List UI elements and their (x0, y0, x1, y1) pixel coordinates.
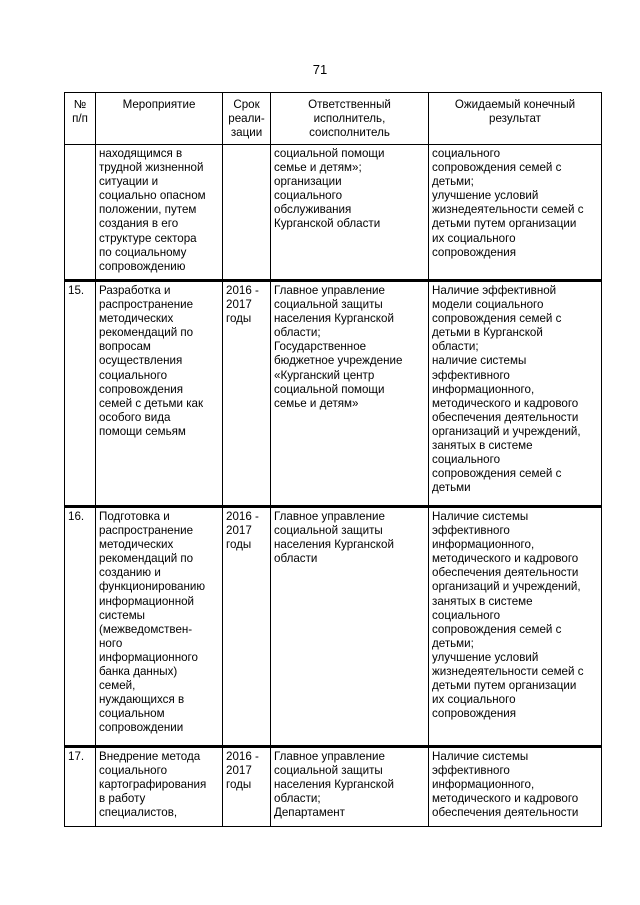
text-line: Государственное (274, 340, 367, 354)
text-line: годы (226, 778, 252, 792)
text-line: улучшение условий (432, 650, 539, 664)
text-line: созданию и (99, 566, 161, 580)
text-line: обеспечения деятельности (432, 410, 579, 424)
text-line: создания в его (99, 217, 179, 231)
text-line: жизнедеятельности семей с (432, 203, 584, 217)
text-line: социальной помощи (274, 147, 385, 160)
text-line: социальной защиты (274, 524, 383, 538)
text-line: методических (99, 312, 174, 326)
text-line: соисполнитель (309, 126, 390, 140)
text-line: трудной жизненной (99, 161, 204, 175)
text-line: населения Курганской (274, 312, 394, 326)
text-line: занятых в системе (432, 439, 533, 453)
text-line: распространение (99, 524, 194, 538)
text-line: 2016 - (226, 510, 259, 523)
text-line: области; (274, 326, 321, 340)
text-line: детьми путем организации (432, 679, 577, 693)
text-line: Подготовка и (99, 510, 170, 523)
text-line: эффективного (432, 524, 510, 538)
header-result (429, 93, 602, 145)
text-line: организаций и учреждений, (432, 580, 581, 594)
text-line: детьми; (432, 175, 474, 189)
executor-cell (271, 507, 429, 747)
table-row (65, 281, 602, 507)
text-line: методического и кадрового (432, 552, 579, 566)
text-line: функционированию (99, 580, 206, 594)
text-line: сопровождения семей с (432, 312, 562, 326)
text-line: рекомендаций по (99, 326, 194, 340)
text-line: социального (432, 147, 501, 160)
row-number (65, 507, 96, 747)
text-line: картографирования (99, 778, 207, 792)
executor-cell (271, 747, 429, 827)
text-line: социальной помощи (274, 382, 385, 396)
text-line: социального (99, 764, 168, 778)
row-number (65, 747, 96, 827)
text-line: социальной защиты (274, 298, 383, 312)
text-line: Ожидаемый конечный (454, 98, 576, 111)
result-cell (429, 507, 602, 747)
text-line: по социальному (99, 245, 187, 259)
text-line: сопровождения (99, 382, 184, 396)
text-line: в работу (99, 792, 146, 806)
text-line: их социального (432, 693, 516, 707)
executor-cell (271, 145, 429, 281)
text-line: организаций и учреждений, (432, 424, 581, 438)
text-line: Главное управление (274, 750, 385, 763)
text-line: социальной защиты (274, 764, 383, 778)
text-line: методического и кадрового (432, 792, 579, 806)
header-term (223, 93, 271, 145)
text-line: обеспечения деятельности (432, 806, 579, 820)
text-line: семей, (99, 679, 136, 693)
text-line: результат (489, 112, 541, 126)
text-line: обслуживания (274, 203, 352, 217)
table-row (65, 145, 602, 281)
text-line: вопросам (99, 340, 151, 354)
text-line: Главное управление (274, 510, 385, 523)
text-line: области; (432, 340, 479, 354)
header-event (96, 93, 223, 145)
term-cell (223, 281, 271, 507)
text-line: (межведомствен- (99, 622, 193, 636)
text-line: специалистов, (99, 806, 178, 820)
text-line: находящимся в (99, 147, 183, 160)
result-cell (429, 747, 602, 827)
event-cell (96, 281, 223, 507)
page-number: 71 (312, 62, 328, 77)
text-line: социального (99, 368, 168, 382)
text-line: № (73, 98, 87, 111)
term-cell (223, 507, 271, 747)
text-line: зации (230, 126, 263, 140)
text-line: жизнедеятельности семей с (432, 665, 584, 679)
text-line: осуществления (99, 354, 183, 368)
text-line: Разработка и (99, 284, 171, 297)
text-line: семье и детям»; (274, 161, 362, 175)
text-line: Мероприятие (122, 98, 196, 111)
text-line: особого вида (99, 410, 171, 424)
text-line: сопровождения семей с (432, 622, 562, 636)
text-line: сопровождению (99, 259, 186, 273)
text-line: 2016 - (226, 750, 259, 763)
text-line: положении, путем (99, 203, 197, 217)
text-line: банка данных) (99, 665, 178, 679)
table-row (65, 747, 602, 827)
text-line: эффективного (432, 764, 510, 778)
text-line: обеспечения деятельности (432, 566, 579, 580)
text-line: сопровождении (99, 721, 184, 735)
text-line: детьми; (432, 636, 474, 650)
text-line: организации (274, 175, 342, 189)
term-cell (223, 747, 271, 827)
text-line: Курганской области (274, 217, 381, 231)
text-line: эффективного (432, 368, 510, 382)
header-row (65, 93, 602, 145)
text-line: детьми путем организации (432, 217, 577, 231)
row-number (65, 145, 96, 281)
table-row (65, 507, 602, 747)
text-line (226, 147, 267, 161)
text-line: сопровождения семей с (432, 161, 562, 175)
text-line: нуждающихся в (99, 693, 185, 707)
row-number (65, 281, 96, 507)
text-line: Наличие системы (432, 750, 529, 763)
text-line: годы (226, 312, 252, 326)
text-line: населения Курганской (274, 778, 394, 792)
text-line: области (274, 552, 318, 566)
text-line: структуре сектора (99, 231, 197, 245)
text-line: наличие системы (432, 354, 527, 368)
text-line: 16. (68, 510, 85, 523)
text-line: социального (432, 608, 501, 622)
text-line: п/п (72, 112, 88, 126)
text-line: социально опасном (99, 189, 206, 203)
text-line: «Курганский центр (274, 368, 375, 382)
text-line: методического и кадрового (432, 396, 579, 410)
text-line: информационного, (432, 382, 535, 396)
text-line: распространение (99, 298, 194, 312)
text-line: информационной (99, 594, 195, 608)
text-line: ного (99, 636, 123, 650)
text-line: семей с детьми как (99, 396, 204, 410)
text-line: сопровождения семей с (432, 467, 562, 481)
text-line: Департамент (274, 806, 345, 820)
result-cell (429, 145, 602, 281)
text-line: 2017 (226, 524, 252, 538)
text-line: Внедрение метода (99, 750, 201, 763)
text-line: их социального (432, 231, 516, 245)
text-line: 15. (68, 284, 85, 297)
text-line: области; (274, 792, 321, 806)
text-line: Наличие системы (432, 510, 529, 523)
text-line: рекомендаций по (99, 552, 194, 566)
header-num (65, 93, 96, 145)
text-line: методических (99, 538, 174, 552)
text-line: улучшение условий (432, 189, 539, 203)
text-line: 17. (68, 750, 85, 763)
text-line: сопровождения (432, 245, 517, 259)
text-line: 2016 - (226, 284, 259, 297)
executor-cell (271, 281, 429, 507)
text-line: информационного (99, 650, 198, 664)
text-line: помощи семьям (99, 424, 186, 438)
event-cell (96, 747, 223, 827)
text-line: семье и детям» (274, 396, 359, 410)
text-line: бюджетное учреждение (274, 354, 403, 368)
text-line: социального (274, 189, 343, 203)
text-line: информационного, (432, 538, 535, 552)
text-line: 2017 (226, 764, 252, 778)
text-line: детьми в Курганской (432, 326, 543, 340)
text-line: информационного, (432, 778, 535, 792)
header-executor (271, 93, 429, 145)
term-cell (223, 145, 271, 281)
text-line: детьми (432, 481, 471, 495)
text-line: Наличие эффективной (432, 284, 557, 297)
event-cell (96, 145, 223, 281)
measures-table (64, 92, 602, 827)
text-line: реали- (228, 112, 265, 126)
text-line: социальном (99, 707, 165, 721)
text-line: населения Курганской (274, 538, 394, 552)
text-line: системы (99, 608, 146, 622)
text-line: занятых в системе (432, 594, 533, 608)
text-line: 2017 (226, 298, 252, 312)
text-line: ситуации и (99, 175, 159, 189)
text-line: годы (226, 538, 252, 552)
text-line: сопровождения (432, 707, 517, 721)
result-cell (429, 281, 602, 507)
event-cell (96, 507, 223, 747)
text-line: исполнитель, (313, 112, 386, 126)
text-line: социального (432, 453, 501, 467)
text-line (68, 147, 92, 161)
text-line: Ответственный (308, 98, 391, 111)
text-line: Срок (233, 98, 260, 111)
text-line: Главное управление (274, 284, 385, 297)
text-line: модели социального (432, 298, 544, 312)
